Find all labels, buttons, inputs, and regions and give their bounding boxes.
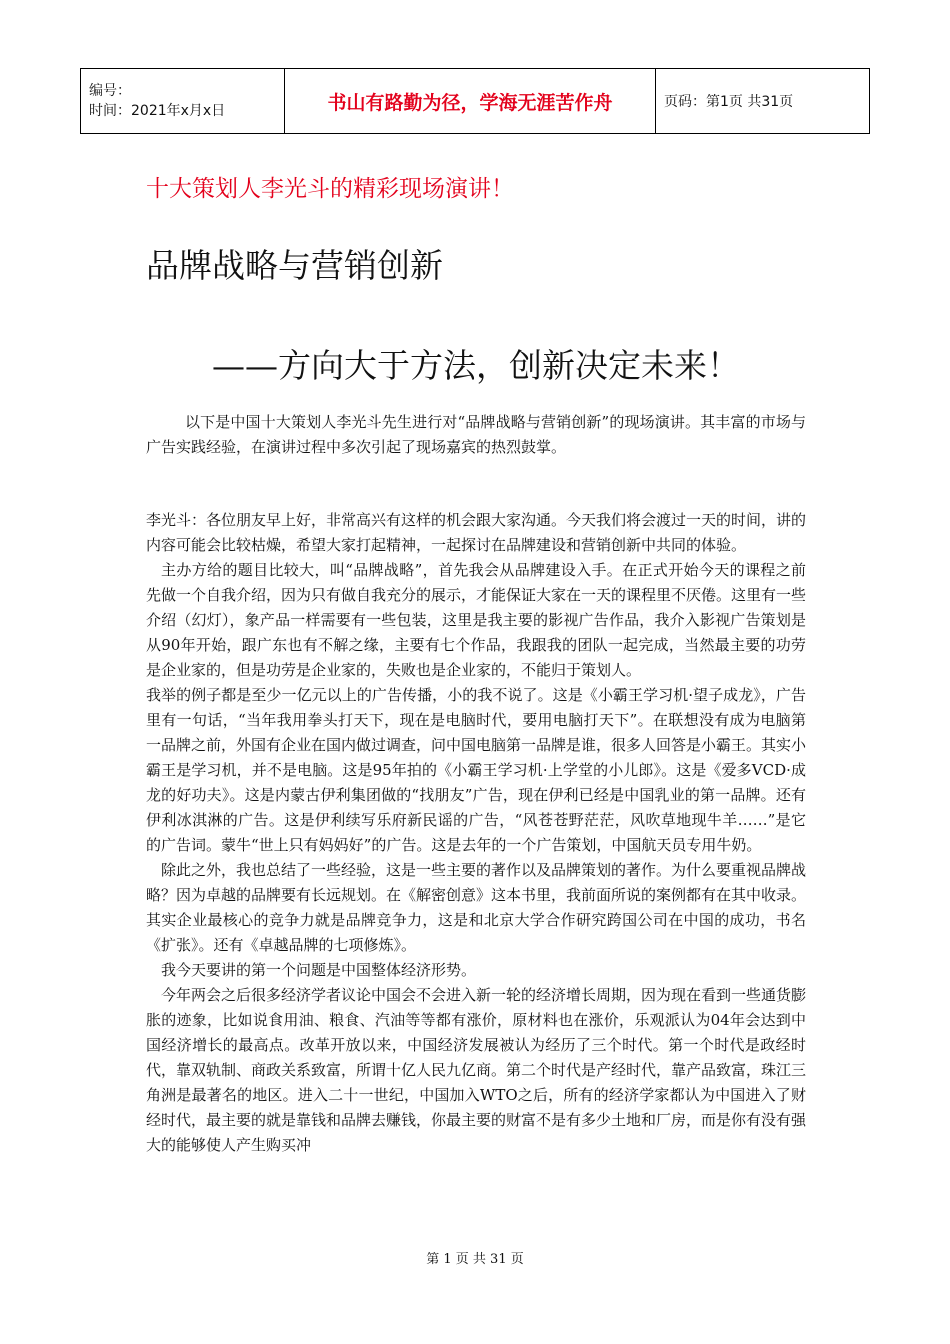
body-paragraph: 除此之外，我也总结了一些经验，这是一些主要的著作以及品牌策划的著作。为什么要重视品牌战略？因为卓越的品牌要有长远规划。在《解密创意》这本书里，我前面所说的案例都有在其中收录。其实企业最核心的竞争力就是品牌竞争力，这是和北京大学合作研究跨国公司在中国的成功，书名《扩张》。还有《卓越品牌的七项修炼》。: [146, 861, 807, 954]
page-footer: 第 1 页 共 31 页: [426, 1252, 524, 1267]
body-paragraph: 我举的例子都是至少一亿元以上的广告传播，小的我不说了。这是《小霸王学习机·望子成龙》，广告里有一句话，“当年我用拳头打天下，现在是电脑时代，要用电脑打天下”。在联想没有成为电脑第一品牌之前，外国有企业在国内做过调查，问中国电脑第一品牌是谁，很多人回答是小霸王。其实小霸王是学习机，并不是电脑。这是95年拍的《小霸王学习机·上学堂的小儿郎》。这是《爱多VCD·成龙的好功夫》。这是内蒙古伊利集团做的“找朋友”广告，现在伊利已经是中国乳业的第一品牌。还有伊利冰淇淋的广告。这是伊利续写乐府新民谣的广告，“风苍苍野茫茫，风吹草地现牛羊……”是它的广告词。蒙牛“世上只有妈妈好”的广告。这是去年的一个广告策划，中国航天员专用牛奶。: [146, 686, 807, 854]
header-date-label: 时间：2021年x月x日: [89, 103, 226, 119]
header-motto: 书山有路勤为径，学海无涯苦作舟: [285, 69, 656, 134]
intro-paragraph: 以下是中国十大策划人李光斗先生进行对“品牌战略与营销创新”的现场演讲。其丰富的市场与广告实践经验，在演讲过程中多次引起了现场嘉宾的热烈鼓掌。: [146, 413, 806, 456]
intro-section: [146, 410, 806, 460]
document-title: 品牌战略与营销创新: [146, 246, 443, 285]
body-paragraph: 今年两会之后很多经济学者议论中国会不会进入新一轮的经济增长周期，因为现在看到一些通货膨胀的迹象，比如说食用油、粮食、汽油等等都有涨价，原材料也在涨价，乐观派认为04年会达到中国经济增长的最高点。改革开放以来，中国经济发展被认为经历了三个时代。第一个时代是政经时代，靠双轨制、商政关系致富，所谓十亿人民九亿商。第二个时代是产经时代，靠产品致富，珠江三角洲是最著名的地区。进入二十一世纪，中国加入WTO之后，所有的经济学家都认为中国进入了财经时代，最主要的就是靠钱和品牌去赚钱，你最主要的财富不是有多少土地和厂房，而是你有没有强大的能够使人产生购买冲: [146, 986, 807, 1154]
body-paragraph: 我今天要讲的第一个问题是中国整体经济形势。: [161, 961, 477, 979]
red-headline: 十大策划人李光斗的精彩现场演讲！: [146, 176, 514, 202]
body-paragraph: 李光斗：各位朋友早上好，非常高兴有这样的机会跟大家沟通。今天我们将会渡过一天的时间，讲的内容可能会比较枯燥，希望大家打起精神，一起探讨在品牌建设和营销创新中共同的体验。: [146, 511, 807, 554]
speech-body: [146, 508, 806, 1158]
body-paragraph: 主办方给的题目比较大，叫“品牌战略”，首先我会从品牌建设入手。在正式开始今天的课程之前先做一个自我介绍，因为只有做自我充分的展示，才能保证大家在一天的课程里不厌倦。这里有一些介绍（幻灯），象产品一样需要有一些包装，这里是我主要的影视广告作品，我介入影视广告策划是从90年开始，跟广东也有不解之缘，主要有七个作品，我跟我的团队一起完成，当然最主要的功劳是企业家的，但是功劳是企业家的，失败也是企业家的，不能归于策划人。: [146, 561, 807, 679]
header-table: [80, 68, 870, 134]
header-meta-cell: [81, 69, 285, 134]
document-subtitle: ——方向大于方法，创新决定未来！: [212, 346, 740, 385]
header-page-info: 页码：第1页 共31页: [656, 69, 870, 134]
header-number-label: 编号：: [89, 83, 131, 99]
